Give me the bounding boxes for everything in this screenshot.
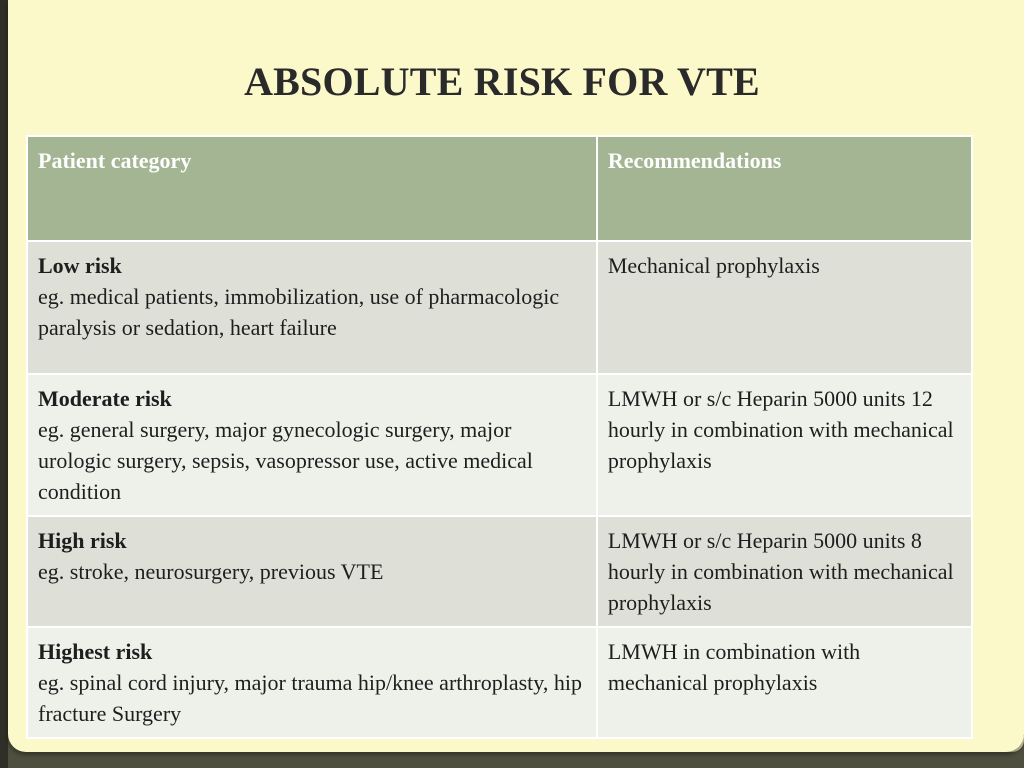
recommendation-cell: LMWH or s/c Heparin 5000 units 8 hourly in combination with mechanical prophylaxis [597,516,972,627]
category-cell [27,241,597,374]
category-description: eg. stroke, neurosurgery, previous VTE [38,559,384,584]
table-header-row [27,136,972,241]
table-row [27,374,972,516]
category-label: Low risk [38,253,122,278]
header-recommendations: Recommendations [597,136,972,241]
page-title: ABSOLUTE RISK FOR VTE [244,59,760,104]
category-label: Highest risk [38,639,153,664]
category-description: eg. general surgery, major gynecologic surgery, major urologic surgery, sepsis, vasopressor use, active medical condition [38,417,533,504]
category-label: Moderate risk [38,386,172,411]
recommendation-cell: LMWH or s/c Heparin 5000 units 12 hourly in combination with mechanical prophylaxis [597,374,972,516]
recommendation-cell: Mechanical prophylaxis [597,241,972,374]
table-row [27,241,972,374]
header-patient-category: Patient category [27,136,597,241]
category-label: High risk [38,528,127,553]
category-description: eg. spinal cord injury, major trauma hip/knee arthroplasty, hip fracture Surgery [38,670,582,726]
category-cell [27,374,597,516]
table-row [27,516,972,627]
table-row [27,627,972,738]
category-cell [27,516,597,627]
risk-table [26,135,973,739]
slide-edge [0,0,8,768]
category-cell [27,627,597,738]
category-description: eg. medical patients, immobilization, use of pharmacologic paralysis or sedation, heart failure [38,284,560,340]
recommendation-cell: LMWH in combination with mechanical prophylaxis [597,627,972,738]
